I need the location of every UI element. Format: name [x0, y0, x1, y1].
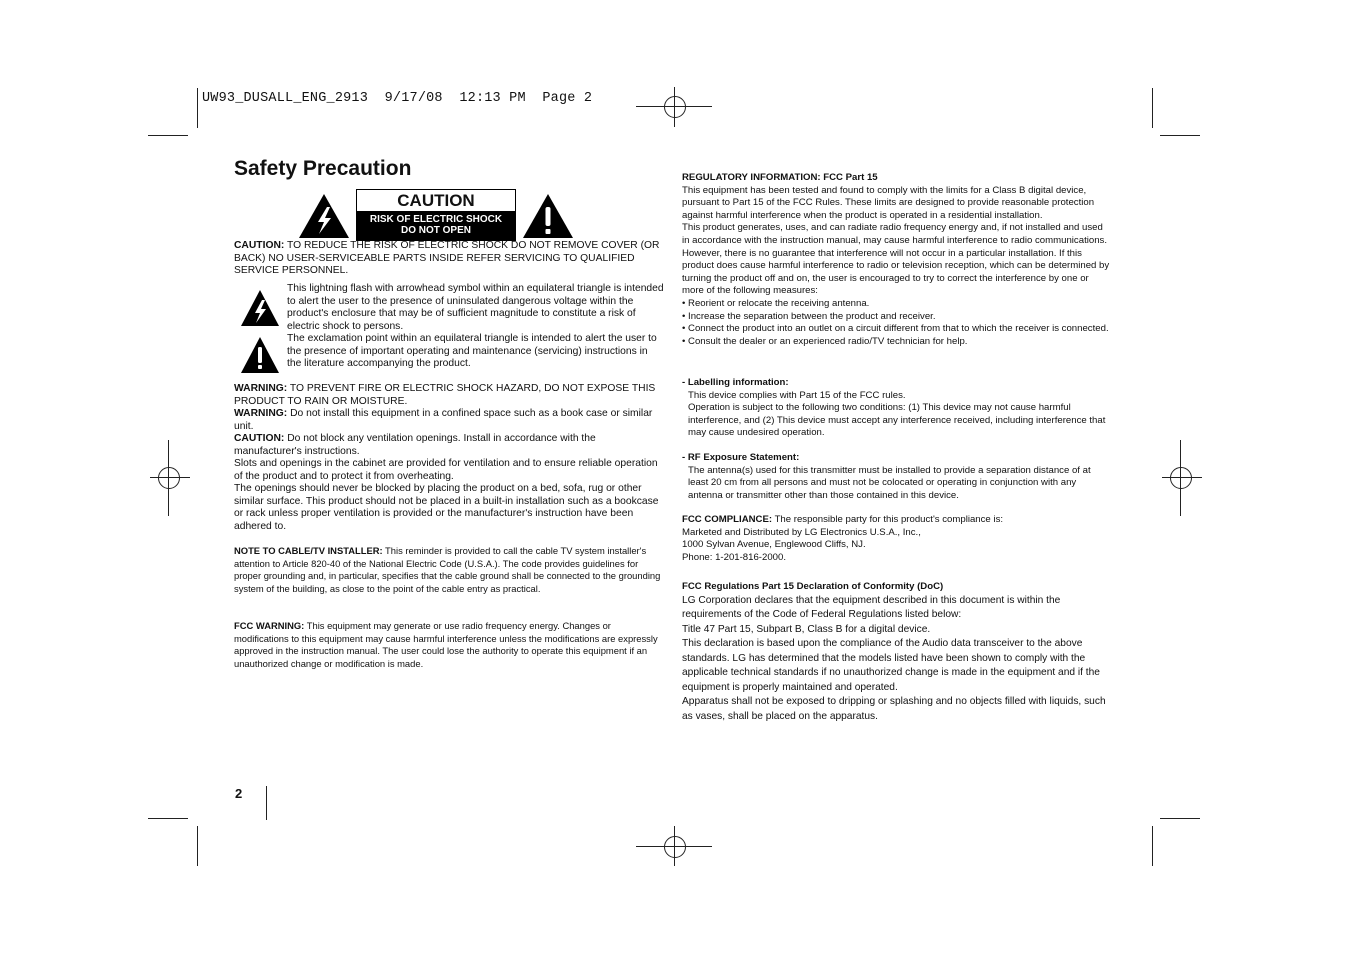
- list-item: • Reorient or relocate the receiving antenna.: [682, 297, 870, 309]
- page-rule: [266, 786, 267, 820]
- fcc-warning: FCC WARNING: This equipment may generate or use radio frequency energy. Changes or modifications to this equipment may cause harmful interference unless the modifications are expressly approved in the instruction manual. The user could lose the authority to operate this equipment if an unauthorized change or modification is made.: [234, 620, 658, 669]
- crop-mark: [148, 135, 188, 136]
- caution-label-subtitle: [357, 211, 515, 240]
- caution-label-line: DO NOT OPEN: [400, 225, 471, 236]
- exclamation-warning-icon: [522, 193, 574, 239]
- caution-paragraph: [234, 240, 664, 278]
- labelling-section: - Labelling information: This device complies with Part 15 of the FCC rules. Operation is subject to the following two conditions: (1) This device may not cause harmful interference, and (2) This device must accept any interference received, including interference that may cause undesired operation.: [682, 377, 1106, 439]
- regulatory-section: REGULATORY INFORMATION: FCC Part 15 This equipment has been tested and found to comply with the limits for a Class B digital device, pursuant to Part 15 of the FCC Rules. These limits are designed to provide reasonable protection against harmful interference when the product is operated in a residential installation. This product generates, uses, and can radiate radio frequency energy and, if not installed and used in accordance with the instruction manual, may cause harmful interference to radio communications. However, there is no guarantee that interference will not occur in a particular installation. If this product does cause harmful interference to radio or television reception, which can be determined by turning the product off and on, the user is encouraged to try to correct the interference by one or more of the following measures: • Reorient or relocate the receiving antenna. • Increase the separation between the product and receiver. • Connect the product into an outlet on a circuit different from that to which the receiver is connected. • Consult the dealer or an experienced radio/TV technician for help.: [682, 172, 1110, 347]
- crop-mark: [197, 88, 198, 128]
- caution-label-title: CAUTION: [397, 191, 475, 210]
- lightning-warning-icon: [298, 193, 350, 239]
- cable-installer-note: NOTE TO CABLE/TV INSTALLER: This reminder is provided to call the cable TV system installer's attention to Article 820-40 of the National Electric Code (U.S.A.). The code provides guidelines for proper grounding and, in particular, specifies that the cable ground shall be connected to the grounding system of the building, as close to the point of the cable entry as practical.: [234, 545, 661, 594]
- exclamation-warning-icon: [240, 336, 280, 374]
- crop-mark: [1152, 88, 1153, 128]
- doc-title: FCC Regulations Part 15 Declaration of Conformity (DoC): [682, 581, 944, 592]
- exclamation-description: The exclamation point within an equilateral triangle is intended to alert the user to the presence of important operating and maintenance (servicing) instructions in the literature accompanying the product.: [287, 333, 657, 369]
- registration-target: [158, 467, 180, 489]
- crop-mark: [148, 818, 188, 819]
- lightning-description: This lightning flash with arrowhead symbol within an equilateral triangle is intended to alert the user to the presence of uninsulated dangerous voltage within the product's enclosure that may be of sufficient magnitude to constitute a risk of electric shock to persons.: [287, 283, 664, 332]
- crop-mark: [1160, 818, 1200, 819]
- registration-target: [1170, 467, 1192, 489]
- caution-label-text: CAUTION:: [234, 240, 285, 251]
- crop-mark: [1152, 826, 1153, 866]
- caution-label: [356, 189, 516, 241]
- crop-mark: [1160, 135, 1200, 136]
- registration-target: [664, 836, 686, 858]
- registration-target: [664, 96, 686, 118]
- print-slug: UW93_DUSALL_ENG_2913 9/17/08 12:13 PM Page 2: [202, 91, 593, 106]
- crop-mark: [197, 826, 198, 866]
- warnings-section: WARNING: TO PREVENT FIRE OR ELECTRIC SHOCK HAZARD, DO NOT EXPOSE THIS PRODUCT TO RAIN OR MOISTURE. WARNING: Do not install this equipment in a confined space such as a book case or similar unit. CAUTION: Do not block any ventilation openings. Install in accordance with the manufacturer's instructions. Slots and openings in the cabinet are provided for ventilation and to ensure reliable operation of the product and to protect it from overheating. The openings should never be blocked by placing the product on a bed, sofa, rug or other similar surface. This product should not be placed in a built-in installation such as a bookcase or rack unless proper ventilation is provided or the manufacturer's instruction have been adhered to.: [234, 383, 659, 532]
- list-item: • Consult the dealer or an experienced radio/TV technician for help.: [682, 335, 968, 347]
- page-title: Safety Precaution: [234, 157, 412, 180]
- rf-exposure-section: - RF Exposure Statement: The antenna(s) used for this transmitter must be installed to provide a separation distance of at least 20 cm from all persons and must not be colocated or operating in conjunction with any antenna or transmitter other than those contained in this device.: [682, 452, 1091, 501]
- list-item: • Connect the product into an outlet on a circuit different from that to which the receiver is connected.: [682, 323, 1109, 335]
- caution-label-line: RISK OF ELECTRIC SHOCK: [369, 214, 503, 225]
- doc-section: FCC Regulations Part 15 Declaration of Conformity (DoC) LG Corporation declares that the equipment described in this document is within the requirements of the Code of Federal Regulations listed below: Title 47 Part 15, Subpart B, Class B for a digital device. This declaration is based upon the compliance of the Audio data transceiver to the above standards. LG has determined that the models listed have been shown to comply with the applicable technical standards if no unauthorized change is made in the equipment and if the equipment is properly maintained and operated. Apparatus shall not be exposed to dripping or splashing and no objects filled with liquids, such as vases, shall be placed on the apparatus.: [682, 581, 1106, 722]
- page-number: 2: [235, 786, 243, 801]
- fcc-compliance-section: FCC COMPLIANCE: The responsible party for this product's compliance is: Marketed and Distributed by LG Electronics U.S.A., Inc., 1000 Sylvan Avenue, Englewood Cliffs, NJ. Phone: 1-201-816-2000.: [682, 514, 1004, 563]
- lightning-warning-icon: [240, 289, 280, 327]
- list-item: • Increase the separation between the product and receiver.: [682, 310, 936, 322]
- caution-text: TO REDUCE THE RISK OF ELECTRIC SHOCK DO NOT REMOVE COVER (OR BACK) NO USER-SERVICEABLE PARTS INSIDE REFER SERVICING TO QUALIFIED SERVICE PERSONNEL.: [234, 240, 660, 276]
- regulatory-title: REGULATORY INFORMATION: FCC Part 15: [682, 172, 878, 183]
